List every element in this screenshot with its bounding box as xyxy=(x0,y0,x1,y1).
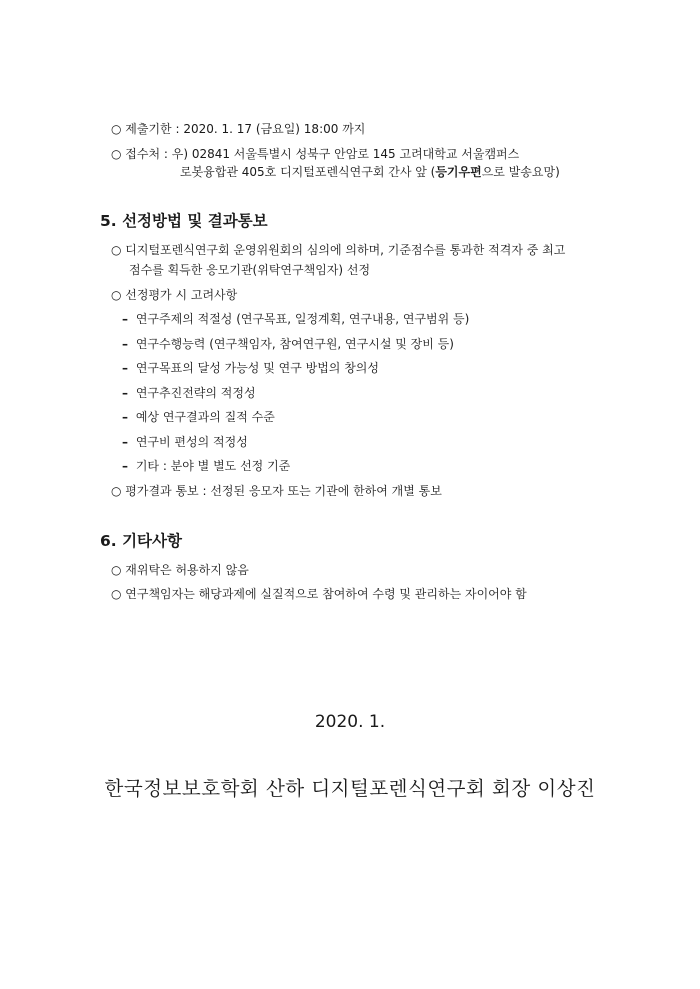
criteria-item xyxy=(122,336,454,352)
section-5-item-3: ○ 평가결과 통보 : 선정된 응모자 또는 기관에 한하여 개별 통보 xyxy=(111,484,442,498)
address-line-1: ○ 접수처 : 우) 02841 서울특별시 성북구 안암로 145 고려대학교 서울캠퍼스 xyxy=(111,147,520,161)
criteria-item xyxy=(122,458,290,474)
section-5-heading: 5. 선정방법 및 결과통보 xyxy=(100,212,268,230)
criteria-item xyxy=(122,409,275,425)
signature-line: 한국정보보호학회 산하 디지털포렌식연구회 회장 이상진 xyxy=(104,777,596,800)
deadline-line: ○ 제출기한 : 2020. 1. 17 (금요일) 18:00 까지 xyxy=(111,122,366,136)
criteria-item xyxy=(122,360,379,376)
criteria-text: 연구주제의 적절성 (연구목표, 일정계획, 연구내용, 연구범위 등) xyxy=(135,312,470,326)
document-date: 2020. 1. xyxy=(314,712,386,732)
criteria-text: 연구목표의 달성 가능성 및 연구 방법의 창의성 xyxy=(135,361,379,375)
address-line-2-pre: 로봇융합관 405호 디지털포렌식연구회 간사 앞 ( xyxy=(180,165,436,179)
criteria-text: 연구추진전략의 적정성 xyxy=(135,386,256,400)
criteria-item xyxy=(122,311,469,327)
criteria-text: 연구수행능력 (연구책임자, 참여연구원, 연구시설 및 장비 등) xyxy=(135,337,454,351)
criteria-item xyxy=(122,434,248,450)
dash-bullet: – xyxy=(122,459,128,473)
dash-bullet: – xyxy=(122,386,128,400)
criteria-text: 연구비 편성의 적정성 xyxy=(135,435,248,449)
dash-bullet: – xyxy=(122,410,128,424)
dash-bullet: – xyxy=(122,337,128,351)
address-line-2-post: 으로 발송요망) xyxy=(481,165,560,179)
section-5-item-2: ○ 선정평가 시 고려사항 xyxy=(111,288,238,302)
criteria-item xyxy=(122,385,256,401)
section-5-item-1-line-1: ○ 디지털포렌식연구회 운영위원회의 심의에 의하며, 기준점수를 통과한 적격자 중 최고 xyxy=(111,243,566,257)
dash-bullet: – xyxy=(122,312,128,326)
address-line-2 xyxy=(180,164,560,180)
registered-mail-label: 등기우편 xyxy=(435,165,482,179)
section-5-item-1-line-2: 점수를 획득한 응모기관(위탁연구책임자) 선정 xyxy=(129,263,371,277)
section-6-heading: 6. 기타사항 xyxy=(100,532,182,550)
criteria-text: 예상 연구결과의 질적 수준 xyxy=(135,410,275,424)
section-6-item-1: ○ 재위탁은 허용하지 않음 xyxy=(111,563,249,577)
dash-bullet: – xyxy=(122,361,128,375)
section-6-item-2: ○ 연구책임자는 해당과제에 실질적으로 참여하여 수령 및 관리하는 자이어야 함 xyxy=(111,587,527,601)
dash-bullet: – xyxy=(122,435,128,449)
criteria-text: 기타 : 분야 별 별도 선정 기준 xyxy=(135,459,291,473)
